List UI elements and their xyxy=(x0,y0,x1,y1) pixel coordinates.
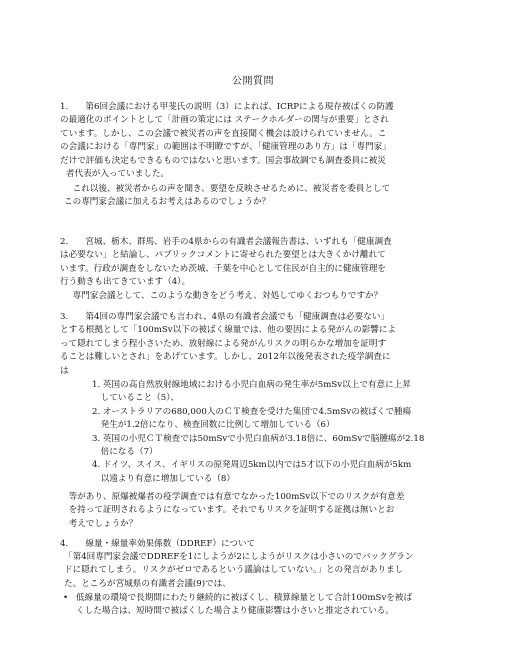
page-title: 公開質問 xyxy=(232,76,274,87)
section-2-question-line: 専門家会議として、このような動きをどう考え、対処してゆくおつもりですか？ xyxy=(64,291,383,301)
section-1-line: だけで評価も決定もできるものではないと思います。国会事故調でも調査委員に被災 xyxy=(60,155,386,166)
list-item xyxy=(92,406,472,433)
section-4-line: 「第4回専門家会議でDDREFを1にしようが2にしようがリスクは小さいのでバックグラン xyxy=(64,552,414,562)
section-4-line: た。ところが宮城県の有識者会議(9)では、 xyxy=(64,578,231,589)
section-2-line: 2. 宮城、栃木、群馬、岩手の4県からの有識者会議報告書は、いずれも「健康調査 xyxy=(60,237,392,247)
section-1-line: 1. 第6回会議における甲斐氏の説明（3）によれば、ICRPによる現存被ばくの防護 xyxy=(60,102,394,112)
section-3-tail-line: 考えでしょうか？ xyxy=(60,518,138,529)
section-1-line: 者代表が入っていました。 xyxy=(66,169,170,180)
list-item xyxy=(92,433,472,460)
list-item-line: 倍になる（7） xyxy=(92,447,158,458)
section-1-line: ています。しかし、この会議で被災者の声を直接聞く機会は設けられていません。こ xyxy=(60,128,387,139)
list-item-line: 発生が1.2倍になり、検査回数に比例して増加している（6） xyxy=(92,420,335,431)
section-3-line: って隠れてしまう程小さいため、放射線による発がんリスクの明らかな増加を証明す xyxy=(60,338,387,349)
section-3-body xyxy=(60,311,460,378)
study-list xyxy=(92,379,472,486)
section-4-heading: 4. 線量・線量率効果係数（DDREF）について xyxy=(60,539,256,549)
list-item-line: 4. ドイツ、スイス、イギリスの原発周辺5km以内では5才以下の小児白血病が5km xyxy=(92,460,412,471)
section-4-body xyxy=(64,551,464,591)
section-4-bullet xyxy=(63,592,466,619)
section-2-line: は必要ない」と結論し、パブリックコメントに寄せられた要望とは大きくかけ離れて xyxy=(60,250,386,261)
section-3-line: とする根拠として「100mSv以下の被ばく線量では、他の要因による発がんの影響によ xyxy=(60,325,397,336)
list-item xyxy=(92,459,472,486)
section-1-line: の最適化のポイントとして「計画の策定には ステークホルダーの関与が重要」とされ xyxy=(60,115,389,126)
section-1-line: の会議における「専門家」の範囲は不明瞭ですが、「健康管理のあり方」は「専門家」 xyxy=(60,142,391,153)
list-item-line: 2. オーストラリアの680,000人のＣＴ検査を受けた集団で4.5mSvの被ばくで腫瘍 xyxy=(92,406,412,417)
section-2-question xyxy=(64,290,464,303)
section-1-question-line: これ以後、被災者からの声を聞き、要望を反映させるために、被災者を委員として xyxy=(64,184,391,194)
list-item-line: していること（5）、 xyxy=(92,393,180,404)
list-item-line: 1. 英国の高自然放射線地域における小児白血病の発生率が5mSv以上で有意に上昇 xyxy=(92,380,411,390)
bullet-icon: • xyxy=(63,593,69,603)
section-2-body xyxy=(60,236,460,290)
section-2-line: 行う動きも出てきています（4）。 xyxy=(60,277,191,288)
section-3-line: は xyxy=(60,365,69,376)
list-item xyxy=(92,379,472,406)
section-3-line: 3. 第4回の専門家会議でも言われ、4県の有識者会議でも「健康調査は必要ない」 xyxy=(60,312,390,322)
list-item-line: 3. 英国の小児ＣＴ検査では50mSvで小児白血病が3.18倍に、60mSvで脳腫瘍が2.18 xyxy=(92,433,425,444)
section-3-line: ることは難しいとされ」をあげています。しかし、2012年以後発表された疫学調査に xyxy=(60,352,391,363)
section-3-tail xyxy=(60,491,460,531)
bullet-line: くした場合は、短時間で被ばくした場合より健康影響は小さいと推定されている。 xyxy=(76,606,394,617)
section-1-question xyxy=(64,183,464,210)
section-1-question-line: この専門家会議に加えるお考えはあるのでしょうか？ xyxy=(64,197,271,208)
bullet-line: 低線量の環境で長期間にわたり継続的に被ばくし、積算線量として合計100mSvを被ば xyxy=(76,593,413,603)
list-item-line: 以遠より有意に増加している（8） xyxy=(92,473,235,484)
section-3-tail-line: を持って証明されるようになっています。それでもリスクを証明する証拠は無いとお xyxy=(60,505,395,516)
section-3-tail-line: 等があり、原爆被爆者の疫学調査では有意でなかった100mSv以下でのリスクが有意差 xyxy=(60,492,405,502)
section-4-line: ドに隠れてしまう。リスクがゼロであるという議論はしていない。」との発言がありまし xyxy=(64,565,404,576)
section-1-body xyxy=(60,101,460,181)
section-2-line: います。行政が調査をしないため茨城、千葉を中心として住民が自主的に健康管理を xyxy=(60,263,386,274)
